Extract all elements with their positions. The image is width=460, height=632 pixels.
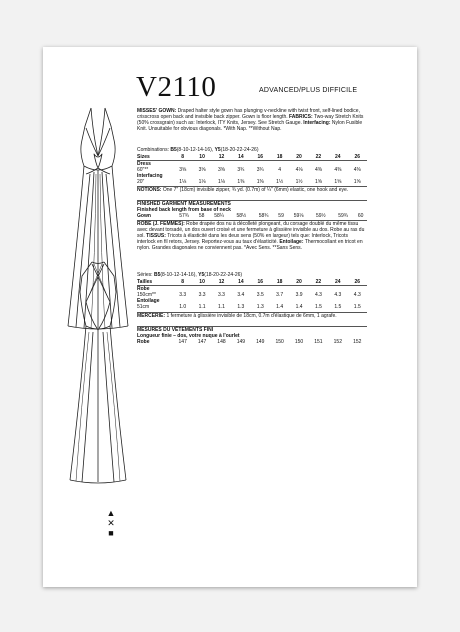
size-cell: 16 [251,279,270,286]
square-icon: ■ [108,528,114,538]
combo-b5-sizes: (8-10-12-14-16), [176,147,214,153]
yardage-cell: 1⅜ [256,179,264,185]
gown-description: Draped halter style gown has plunging v-neckline with twist front, self-lined bodice, crisscross open back and invisible back zipper. Gown is floor length. [137,108,360,120]
combinations-label: Combinations: [137,147,169,153]
yardage-cell: 1½ [295,179,303,185]
metrage-cell: 3.4 [237,292,245,298]
combo-b5: B5 [170,147,177,153]
yardage-cell: 1⅛ [218,179,225,185]
fabrics-text: Two-way Stretch Knits (50% crossgrain) such as: Interlock, ITY Knits, Jersey. See Stretch Gauge. [137,114,364,126]
length-cell: 58¾ [258,213,269,219]
size-cell: 12 [212,154,231,161]
english-yardage-table [137,154,367,185]
mercerie [137,313,367,319]
size-cell: 12 [212,279,231,286]
french-description [137,221,367,251]
length-cell: 58¼ [214,213,224,219]
tailles-label: Tailles [137,279,173,286]
size-cell: 18 [270,154,289,161]
series-label: Séries: [137,272,153,278]
size-cell: 14 [231,279,250,286]
metrage-cell: 4.3 [334,292,342,298]
length-cell: 152 [333,339,342,345]
metrage-cell: 1.5 [334,304,342,310]
entoilage-text: Thermocollant en tricot en nylon. Grandes diagonales ne conviennent pas. *Avec Sens. **Sans Sens. [137,239,363,251]
fabrics-label: FABRICS: [289,114,313,120]
notions-label: NOTIONS: [137,187,162,193]
dress-width: 60"** [137,167,149,173]
length-cell: 147 [178,339,187,345]
mercerie-label: MERCERIE: [137,313,166,319]
metrage-cell: 3.9 [295,292,303,298]
robe-heading: ROBE (J. FEMMES): [137,221,185,227]
triangle-icon: ▲ [106,508,116,518]
yardage-cell: 4 [278,167,282,173]
yardage-cell: 4⅛ [295,167,303,173]
series-y5-sizes: (18-20-22-24-26) [204,272,243,278]
length-cell: 151 [314,339,323,345]
metrage-cell: 4.3 [314,292,322,298]
length-cell: 148 [217,339,226,345]
entoilage-row [137,304,367,310]
series-line [137,272,367,278]
size-cell: 16 [251,154,270,161]
length-cell: 59¾ [338,213,348,219]
yardage-cell: 1⅝ [353,179,361,185]
size-cell: 10 [192,154,211,161]
yardage-cell: 1⅜ [237,179,245,185]
metrage-cell: 1.5 [314,304,322,310]
length-cell: 150 [275,339,284,345]
length-cell: 149 [256,339,265,345]
yardage-cell: 3⅝ [179,167,187,173]
metrage-cell: 3.3 [198,292,206,298]
metrage-cell: 1.1 [218,304,225,310]
robe-label: Robe [137,286,150,292]
size-cell: 20 [289,279,308,286]
metrage-cell: 1.1 [198,304,206,310]
series-b5: B5 [153,272,161,278]
combo-y5: Y5 [214,147,221,153]
robe-length-table [137,339,367,345]
yardage-cell: 3¾ [256,167,264,173]
robe-length-row [137,339,367,345]
length-cell: 57¾ [179,213,189,219]
metrage-cell: 1.3 [237,304,245,310]
robe-length-label: Robe [137,339,150,345]
mesures-subheading: Longueur finie – dos, votre nuque à l'ourlet [137,333,240,339]
length-cell: 152 [353,339,362,345]
mesures-finies [137,327,367,339]
tissus-label: TISSUS: [146,233,166,239]
interfacing-row-label: Interfacing [137,173,163,179]
robe-description: Robe drapée dos nu à décolleté plongeant, du corsage doublé du même tissu avec devant torsadé, un dos ouvert croisé et une fermeture à glissière invisible au dos. Robe au ras du sol. [137,221,365,239]
length-cell: 59⅛ [293,213,304,219]
yardage-cell: 1⅛ [198,179,206,185]
interfacing-width: 20" [137,179,145,185]
metrage-cell: 3.3 [218,292,225,298]
gown-back-sketch [60,258,136,488]
pattern-number: V2110 [136,71,217,103]
cross-icon: ✕ [107,518,115,528]
mercerie-text: 1 fermeture à glissière invisible de 18cm, 0.7m d'élastique de 6mm, 1 agrafe. [166,313,337,319]
metrage-cell: 1.4 [295,304,303,310]
length-cell: 59½ [315,213,326,219]
yardage-cell: 1⅝ [334,179,342,185]
size-cell: 24 [328,154,347,161]
length-cell: 60 [357,213,364,219]
gown-heading: MISSES' GOWN: [137,108,177,114]
size-cell: 20 [289,154,308,161]
english-description [137,108,367,132]
size-cell: 8 [173,279,192,286]
size-cell: 22 [309,154,328,161]
gown-length-row [137,213,367,219]
interfacing-row [137,179,367,185]
metrage-cell: 1.5 [353,304,361,310]
yardage-cell: 1⅛ [179,179,187,185]
size-cell: 10 [192,279,211,286]
series-b5-sizes: (8-10-12-14-16), [160,272,197,278]
finished-measurements [137,201,367,213]
size-cell: 22 [309,279,328,286]
size-cell: 26 [348,279,367,286]
size-cell: 18 [270,279,289,286]
yardage-cell: 3⅝ [218,167,225,173]
length-cell: 59 [278,213,284,219]
metrage-cell: 3.5 [256,292,264,298]
metrage-cell: 3.3 [179,292,187,298]
notions [137,187,367,193]
french-metrage-table [137,279,367,310]
yardage-cell: 4⅜ [353,167,361,173]
series-y5: Y5 [198,272,205,278]
length-cell: 58 [198,213,205,219]
metrage-cell: 1.4 [276,304,284,310]
combo-y5-sizes: (18-20-22-24-26) [220,147,259,153]
dress-label: Dress [137,161,151,167]
interfacing-label: Interfacing: [303,120,331,126]
combinations-line [137,147,367,153]
yardage-cell: 4⅜ [334,167,342,173]
finished-subheading: Finished back length from base of neck [137,207,231,213]
difficulty-level: ADVANCED/PLUS DIFFICILE [259,87,358,94]
size-cell: 14 [231,154,250,161]
metrage-cell: 1.3 [256,304,264,310]
yardage-cell: 4⅜ [314,167,322,173]
tissus-text: Tricots à élasticité dans les deux sens (50% en largeur) tels que: Interlock, Tricots interlock en fil retors, Jersey. Reportez-vous au taux d'élasticité. [137,233,348,245]
metrage-cell: 3.7 [276,292,284,298]
metrage-cell: 1.0 [179,304,187,310]
yardage-cell: 1½ [276,179,284,185]
size-cell: 26 [348,154,367,161]
gown-label: Gown [137,213,151,219]
yardage-cell: 3⅝ [198,167,206,173]
length-cell: 58½ [236,213,247,219]
yardage-cell: 1⅝ [314,179,322,185]
length-cell: 147 [197,339,207,345]
interfacing-text: Nylon Fusible Knit. Unsuitable for obvious diagonals. *With Nap. **Without Nap. [137,120,363,132]
entoilage-row-label: Entoilage [137,298,160,304]
finished-heading: FINISHED GARMENT MEASUREMENTS [137,201,231,207]
robe-width: 150cm** [137,292,156,298]
metrage-cell: 4.3 [353,292,361,298]
length-cell: 150 [294,339,304,345]
length-cell: 149 [236,339,246,345]
mesures-heading: MESURES DU VÊTEMENTS FINI [137,327,214,333]
size-cell: 24 [328,279,347,286]
entoilage-width: 51cm [137,304,150,310]
sizes-label: Sizes [137,154,173,161]
yardage-cell: 3¾ [237,167,245,173]
entoilage-label: Entoilage: [279,239,304,245]
notions-text: One 7" (18cm) invisible zipper, ¾ yd. (0.7m) of ¼" (6mm) elastic, one hook and eye. [162,187,349,193]
size-cell: 8 [173,154,192,161]
gown-length-table [137,213,367,219]
